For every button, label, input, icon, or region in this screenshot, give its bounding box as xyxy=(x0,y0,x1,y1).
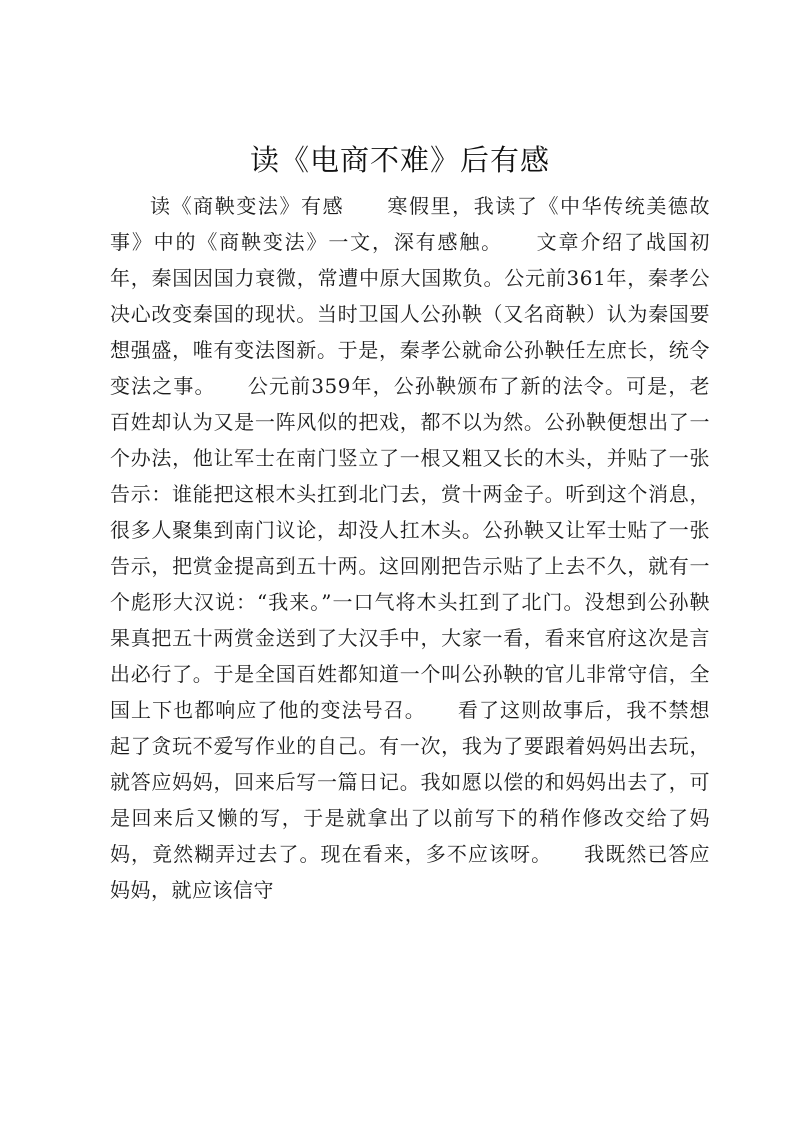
document-title: 读《电商不难》后有感 xyxy=(249,143,550,177)
document-body: 读《商鞅变法》有感 寒假里，我读了《中华传统美德故事》中的《商鞅变法》一文，深有感触。 文章介绍了战国初年，秦国因国力衰微，常遭中原大国欺负。公元前361年，秦孝公决心改变秦国的现状。当时卫国人公孙鞅（又名商鞅）认为秦国要想强盛，唯有变法图新。于是，秦孝公就命公孙鞅任左庶长，统令变法之事。 公元前359年，公孙鞅颁布了新的法令。可是，老百姓却认为又是一阵风似的把戏，都不以为然。公孙鞅便想出了一个办法，他让军士在南门竖立了一根又粗又长的木头，并贴了一张告示：谁能把这根木头扛到北门去，赏十两金子。听到这个消息，很多人聚集到南门议论，却没人扛木头。公孙鞅又让军士贴了一张告示，把赏金提高到五十两。这回刚把告示贴了上去不久，就有一个彪形大汉说：“我来。”一口气将木头扛到了北门。没想到公孙鞅果真把五十两赏金送到了大汉手中，大家一看，看来官府这次是言出必行了。于是全国百姓都知道一个叫公孙鞅的官儿非常守信，全国上下也都响应了他的变法号召。 看了这则故事后，我不禁想起了贪玩不爱写作业的自己。有一次，我为了要跟着妈妈出去玩，就答应妈妈，回来后写一篇日记。我如愿以偿的和妈妈出去了，可是回来后又懒的写，于是就拿出了以前写下的稍作修改交给了妈妈，竟然糊弄过去了。现在看来，多不应该呀。 我既然已答应妈妈，就应该信守 xyxy=(110,194,710,902)
